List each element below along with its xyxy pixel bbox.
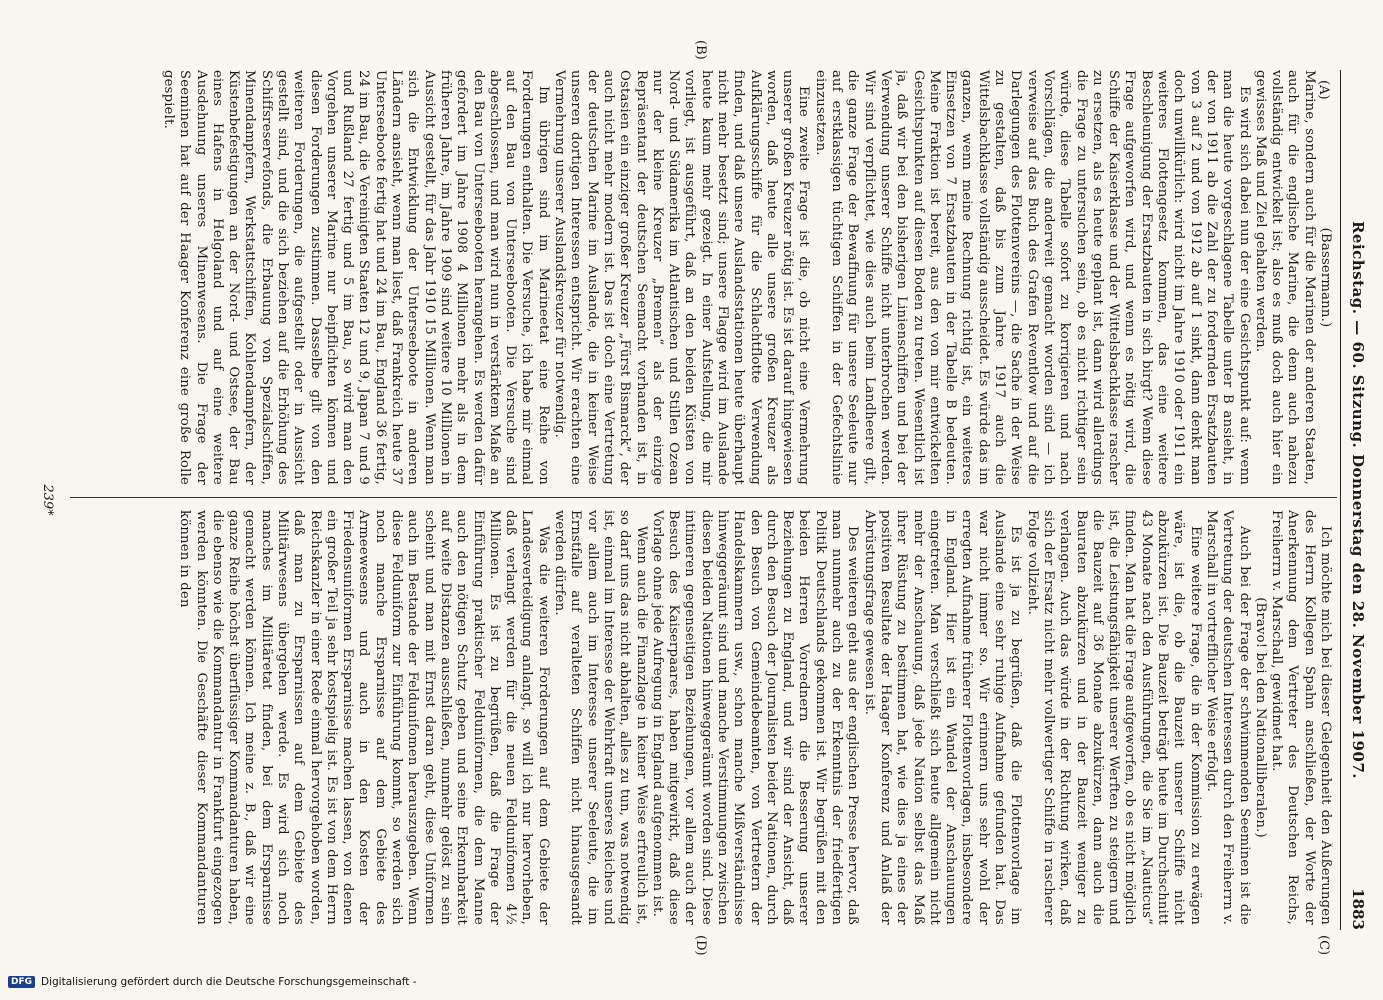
paragraph: Des weiteren geht aus der englischen Presse hervor, daß man nunmehr auch zu der Erkenntnis der friedfertigen Politik Deutschlands gekommen ist. Wir begrüßen mit den beiden Herren Vorrednern die Besserung unserer Beziehungen zu England, und wir sind der Ansicht, daß durch den Besuch der Journalisten beider Nationen, durch den Besuch von Gemeindebeamten, von Vertretern der Handelskammern usw., schon manche Mißverständnisse hinweggeräumt sind und manche Verstimmungen zwischen diesen beiden Nationen hinweggeräumt worden sind. Diese intimeren gegenseitigen Beziehungen, vor allem auch der Besuch des Kaiserpaares, haben mitgewirkt, daß diese Vorlage ohne jede Aufregung in England aufgenommen ist. xyxy=(649,510,861,925)
credit-text: Digitalisierung gefördert durch die Deutsche Forschungsgemeinschaft - xyxy=(41,976,417,988)
margin-mark-c: (C) xyxy=(1316,935,1331,956)
paragraph: Was die weiteren Forderungen auf dem Gebiete der Landesverteidigung anlangt, so will ich nur hervorheben, daß verlangt werden für die neuen Feldunifomen 4½ Millionen. Es ist zu begrüßen, daß die Frage der Einführung praktischer Felduniformen, die dem Manne auch den nötigen Schutz geben und seine Erkennbarkeit auf weite Distanzen ausschließen, nunmehr gelöst zu sein scheint und man mit Ernst daran geht, diese Uniformen auch im Bestande der Feldunifomen herauszugeben. Wenn diese Felduniform zur Einführung kommt, so werden sich noch manche Ersparnisse auf dem Gebiete des Armeewesens und auch in den Kosten der Friedensuniformen Ersparnisse machen lassen, von denen ein großer Teil ja sehr kostspielig ist. Es ist von dem Herrn Reichskanzler in einer Rede einmal hervorgehoben worden, daß man zu Ersparnissen auf dem Gebiete des Militärwesens übergehen werde. Es wird sich noch manches im Militäretat finden, bei dem Ersparnisse gemacht werden können. Ich meine z. B., daß wir eine ganze Reihe höchst überflüssiger Kommandanturen haben, die ebenso wie die Kommandantur in Frankfurt eingezogen werden könnten. Die Geschäfte dieser Kommandanturen können in den xyxy=(177,510,551,925)
paragraph: Es ist ja zu begrüßen, daß die Flottenvorlage im Auslande eine sehr ruhige Aufnahme gefunden hat. Das war nicht immer so. Wir erinnern uns sehr wohl der erregten Aufnahme früherer Flottenvorlagen, insbesondere in England. Hier ist ein Wandel der Anschauungen eingetreten. Man verschließt sich heute allgemein nicht mehr der Anschauung, daß jede Nation selbst das Maß ihrer Rüstung zu bestimmen hat, wie dies ja eines der positiven Resultate der Haager Konferenz und Anlaß der Abrüstungsfrage gewesen ist. xyxy=(861,510,1024,925)
paragraph: Marine, sondern auch für die Marinen der anderen Staaten, auch für die englische Marine, die denn auch nahezu vollständig entwickelt ist; also es muß doch auch hier ein gewisses Maß und Ziel gehalten werden. xyxy=(1252,70,1317,485)
interjection: (Bravo! bei den Nationalliberalen.) xyxy=(1252,597,1268,838)
paragraph: Es wird sich dabei nun der eine Gesichtspunkt auf: wenn man die heute vorgeschlagene Tabelle unter B ansieht, in der von 1911 ab die Zahl der zu fordernden Ersatzbauten von 3 auf 2 und von 1912 ab auf 1 sinkt, dann denkt man doch unwillkürlich: wird nicht im Jahre 1910 oder 1911 ein weiteres Flottengesetz kommen, das eine weitere Beschleunigung der Ersatzbauten in sich birgt? Wenn diese Frage aufgeworfen wird, und wenn es nötig wird, die Schiffe der Kaiserklasse und der Wittelsbachklasse rascher zu ersetzen, als es heute geplant ist, dann wird allerdings die Frage zu untersuchen sein, ob es nicht richtiger sein würde, diese Tabelle sofort zu korrigieren und nach Vorschlägen, die anderweit gemacht worden sind — ich verweise auf das Buch des Grafen Reventlow und auf die Darlegungen des Flottenvereins —, die Sache in der Weise zu gestalten, daß bis zum Jahre 1917 auch die Wittelsbachklasse vollständig ausscheidet. Es würde das im ganzen, wenn meine Rechnung richtig ist, ein weiteres Einsetzen von 7 Ersatzbauten in der Tabelle B bedeuten. Meine Fraktion ist bereit, aus den von mir entwickelten Gesichtspunkten auf diesen Boden zu treten. Wesentlich ist ja, daß wir bei den bisherigen Linienschiffen und bei der Verwendung unserer Schiffe nicht unterbrochen werden. Wir sind verpflichtet, wie dies auch beim Landheere gilt, die ganze Frage der Bewaffnung für unsere Seeleute nur auf erstklassigen tüchtigen Schiffen in der Gefechtslinie einzusetzen. xyxy=(812,70,1252,485)
right-column xyxy=(70,510,1333,925)
paragraph: Auch bei der Frage der schwimmenden Seeminen ist die Vertretung der deutschen Interessen durch den Freiherrn v. Marschall in vortrefflicher Weise erfolgt. xyxy=(1203,510,1252,925)
paragraph: Wenn auch die Finanzlage in keiner Weise erfreulich ist, so darf uns das nicht abhalten, alles zu tun, was notwendig ist, einmal im Interesse der Wehrkraft unseres Reiches und vor allem auch im Interesse unserer Seeleute, die im Ernstfalle auf veralteten Schiffen nicht hinausgesandt werden dürfen. xyxy=(552,510,649,925)
paragraph: Eine weitere Frage, die in der Kommission zu erwägen wäre, ist die, ob die Bauzeit unserer Schiffe nicht abzukürzen ist. Die Bauzeit beträgt heute im Durchschnitt 43 Monate nach den Ausführungen, die Sie im „Nauticus“ finden. Man hat die Frage aufgeworfen, ob es nicht möglich ist, die Leistungsfähigkeit unserer Werften zu steigern und die Bauzeit auf 36 Monate abzukürzen, dann auch die Bauraten abzukürzen und in der Bauzeit weniger zu verlangen. Auch das würde in der Richtung wirken, daß sich der Ersatz nicht mehr vollwertiger Schiffe in rascherer Folge vollzieht. xyxy=(1024,510,1203,925)
page-footer: 239* xyxy=(40,484,55,516)
margin-mark-d: (D) xyxy=(693,935,708,956)
margin-mark-b: (B) xyxy=(693,40,708,60)
page-header xyxy=(1340,70,1375,930)
paragraph: Eine zweite Frage ist die, ob nicht eine Vermehrung unserer großen Kreuzer nötig ist. Es ist darauf hingewiesen worden, daß heute alle unsere großen Kreuzer als Aufklärungsschiffe für die Schlachtflotte Verwendung finden, und daß unsere Auslandsstationen heute überhaupt nicht mehr besetzt sind; unsere Flagge wird im Auslande heute kaum mehr gezeigt. In einer Aufstellung, die mir vorliegt, ist ausgeführt, daß an den beiden Küsten von Nord- und Südamerika im Atlantischen und Stillen Ozean nur der kleine Kreuzer „Bremen“ als der einzige Repräsentant der deutschen Seemacht vorhanden ist, in Ostasien ein einziger großer Kreuzer „Fürst Bismarck“, der auch nicht mehr modern ist. Das ist doch eine Vertretung der deutschen Marine im Auslande, die in keiner Weise unseren dortigen Interessen entspricht. Wir erachten eine Vermehrung unserer Auslandskreuzer für notwendig. xyxy=(552,70,812,485)
page-number: 1883 xyxy=(1349,888,1367,930)
margin-mark-a: (A) xyxy=(1316,80,1331,100)
left-column xyxy=(70,70,1333,485)
dfg-logo: DFG xyxy=(8,976,35,988)
digitization-credit xyxy=(8,976,417,988)
paragraph: Im übrigen sind im Marineetat eine Reihe von Forderungen enthalten. Die Versuche, ich habe mir einmal auf den Bau von Unterseebooten. Die Versuche sind abgeschlossen, und man wird nun in verstärktem Maße an den Bau von Unterseebooten herangehen. Es werden dafür gefordert im Jahre 1908 4 Millionen mehr als in dem früheren Jahre, im Jahre 1909 sind weitere 10 Millionen in Aussicht gestellt, für das Jahr 1910 15 Millionen. Wenn man sich die Entwicklung der Unterseeboote in anderen Ländern ansieht, wenn man liest, daß Frankreich heute 37 Unterseeboote fertig hat und 24 im Bau, England 36 fertig, 24 im Bau, die Vereinigten Staaten 12 und 9, Japan 7 und 9 und Rußland 27 fertig und 5 im Bau, so wird man den Vorgehen unserer Marine nur beipflichten können und diesen Forderungen zustimmen. Dasselbe gilt von den weiteren Forderungen, die aufgestellt oder in Aussicht gestellt sind, und die sich beziehen auf die Erhöhung des Schiffsreservefonds, die Erbauung von Spezialschiffen, Minendampfern, Werkstattschiffen, Kohlendampfern, der Küstenbefestigungen an der Nord- und Ostsee, der Bau eines Hafens in Helgoland und auf eine weitere Ausdehnung unseres Minenwesens. Die Frage der Seeminen hat auf der Haager Konferenz eine große Rolle gespielt. xyxy=(160,70,551,485)
column-divider xyxy=(70,497,1337,498)
paragraph: Ich möchte mich bei dieser Gelegenheit den Äußerungen des Herrn Kollegen Spahn anschließen, der Worte der Anerkennung dem Vertreter des Deutschen Reichs, Freiherrn v. Marschall, gewidmet hat. xyxy=(1269,510,1333,925)
speaker-name: (Bassermann.) xyxy=(1318,227,1333,328)
header-title: Reichstag. — 60. Sitzung. Donnerstag den 28. November 1907. xyxy=(1349,220,1367,780)
